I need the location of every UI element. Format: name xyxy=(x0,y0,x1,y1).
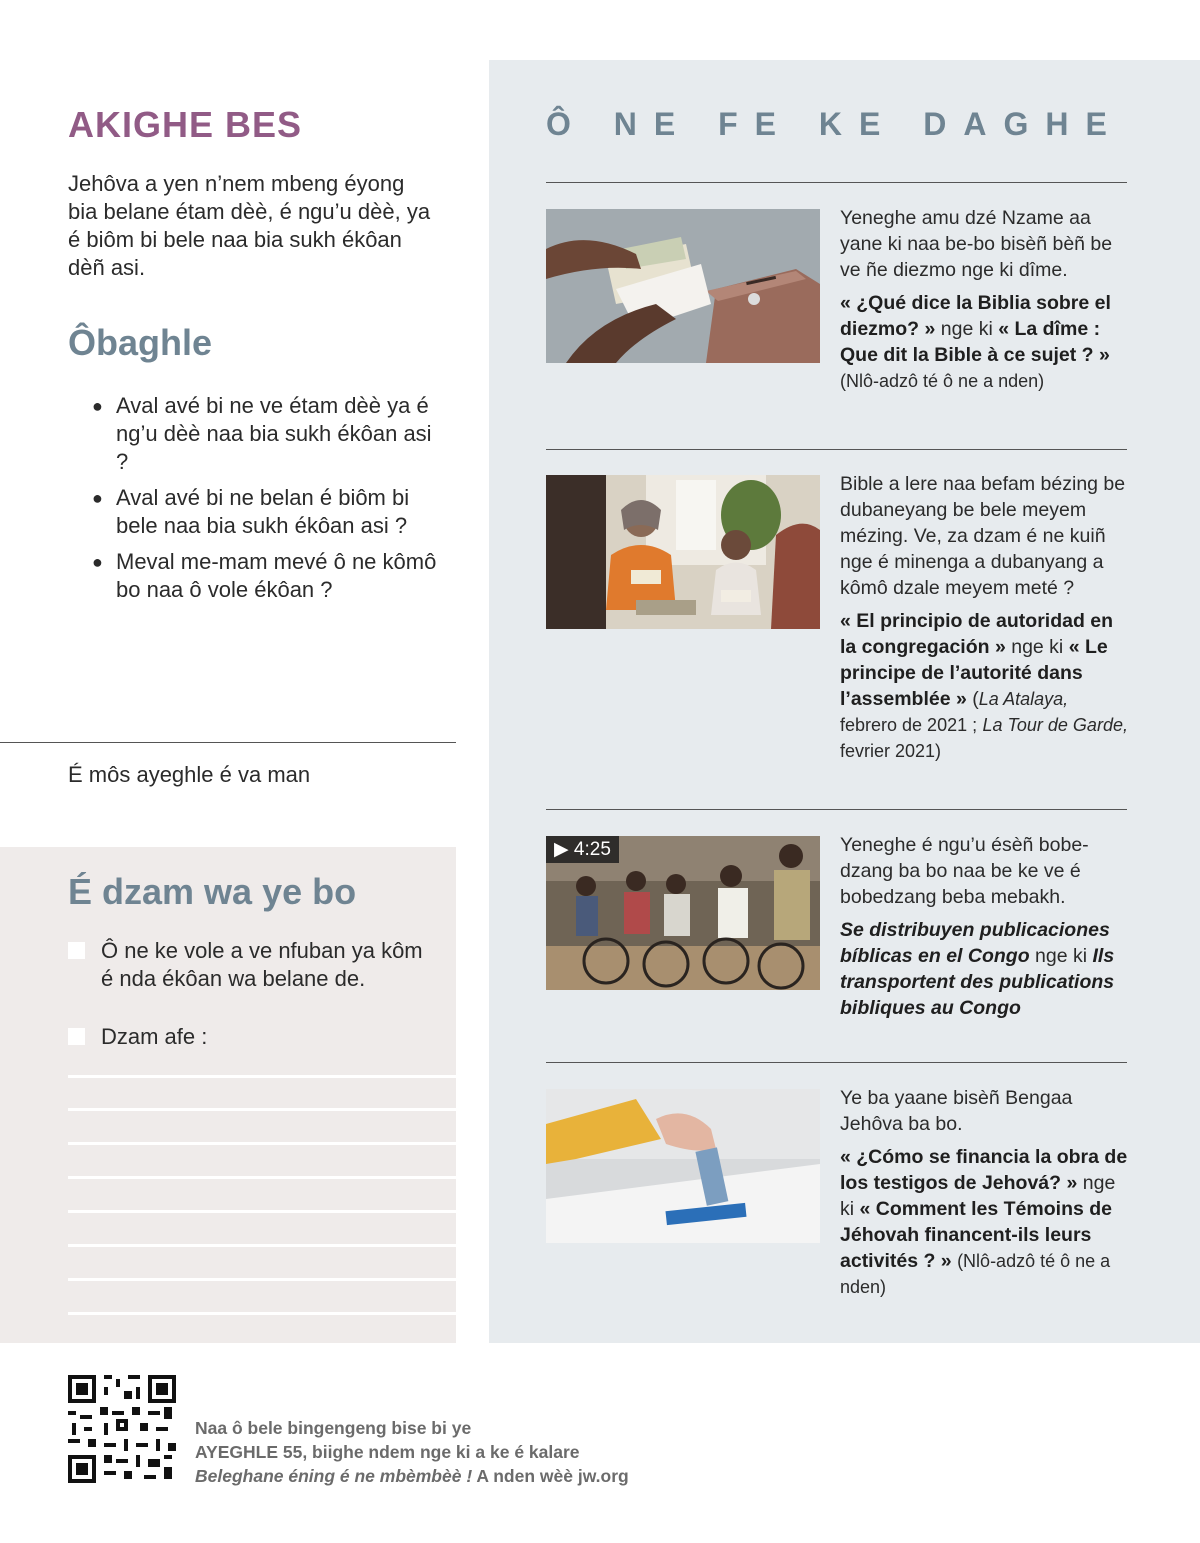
review-heading: Ôbaghle xyxy=(68,322,213,363)
writing-line[interactable] xyxy=(68,1244,456,1247)
footer-text xyxy=(195,1416,629,1488)
review-question-list xyxy=(92,392,442,612)
article-link[interactable]: « Comment les Témoins de Jéhovah financent-ils leurs activités ? » xyxy=(840,1198,1112,1272)
checkbox[interactable] xyxy=(68,942,85,959)
writing-line[interactable] xyxy=(68,1075,456,1078)
bible-study-image[interactable] xyxy=(546,475,820,629)
article-link[interactable]: « ¿Qué dice la Biblia sobre el diezmo? » xyxy=(840,292,1111,340)
bullet-icon: ● xyxy=(92,488,103,508)
writing-line[interactable] xyxy=(68,1176,456,1179)
divider xyxy=(0,742,456,743)
authority-text: Bible a lere naa befam bézing be dubaneyang be bele meyem mézing. Ve, za dzam é ne kuiñ nge é minenga a dubanyang a kômô dzale meyem meté ? « El principio de autoridad en la congregación » nge ki « Le principe de l’autorité dans l’assemblée » (La Atalaya, febrero de 2021 ; La Tour de Garde, fevrier 2021) xyxy=(840,473,1128,761)
writing-line[interactable] xyxy=(68,1108,456,1111)
divider xyxy=(546,182,1127,183)
article-link[interactable]: « El principio de autoridad en la congregación » xyxy=(840,610,1114,658)
summary-text: Jehôva a yen n’nem mbeng éyong bia belane étam dèè, é ngu’u dèè, ya é biôm bi bele naa bia sukh ékôan dèñ asi. xyxy=(68,171,431,280)
writing-line[interactable] xyxy=(68,1210,456,1213)
video-link[interactable]: Se distribuyen publicaciones bíblicas en el Congo xyxy=(840,919,1110,967)
action-heading: É dzam wa ye bo xyxy=(68,871,357,912)
footer-line: AYEGHLE 55, biighe ndem nge ki a ke é kalare xyxy=(195,1442,580,1462)
action-item-other[interactable] xyxy=(68,1023,431,1051)
divider xyxy=(546,1062,1127,1063)
video-duration-badge: ▶ 4:25 xyxy=(546,836,619,863)
action-item-label: Dzam afe : xyxy=(101,1024,208,1049)
donation-image[interactable] xyxy=(546,1089,820,1243)
article-link[interactable]: « La dîme : Que dit la Bible à ce sujet ? » xyxy=(840,318,1110,366)
action-box xyxy=(0,847,456,1343)
divider xyxy=(546,449,1127,450)
divider xyxy=(546,809,1127,810)
writing-line[interactable] xyxy=(68,1142,456,1145)
article-link[interactable]: « Le principe de l’autorité dans l’assemblée » xyxy=(840,636,1108,710)
congo-text: Yeneghe é ngu’u ésèñ bobe-dzang ba bo naa be ke ve é bobedzang beba mebakh. Se distribuyen publicaciones bíblicas en el Congo nge ki Ils transportent des publications bibliques au Congo xyxy=(840,834,1115,1019)
lesson-date-label: É môs ayeghle é va man xyxy=(68,762,311,787)
summary-heading: AKIGHE BES xyxy=(68,104,303,145)
writing-line[interactable] xyxy=(68,1312,456,1315)
play-icon: ▶ xyxy=(554,839,569,860)
review-question: ● Aval avé bi ne ve étam dèè ya é ng’u dèè naa bia sukh ékôan asi ? xyxy=(92,393,432,474)
financing-text: Ye ba yaane bisèñ Bengaa Jehôva ba bo. « ¿Cómo se financia la obra de los testigos de Jehová? » nge ki « Comment les Témoins de Jéhovah financent-ils leurs activités ? » (Nlô-adzô té ô ne a nden) xyxy=(840,1087,1128,1297)
explore-heading: Ô NE FE KE DAGHE xyxy=(546,106,1124,142)
checkbox[interactable] xyxy=(68,1028,85,1045)
explore-panel xyxy=(489,60,1200,1343)
footer-line: Beleghane éning é ne mbèmbèè ! A nden wèè jw.org xyxy=(195,1466,629,1486)
bullet-icon: ● xyxy=(92,396,103,416)
tithe-text: Yeneghe amu dzé Nzame aa yane ki naa be-bo bisèñ bèñ be ve ñe diezmo nge ki dîme. « ¿Qué dice la Biblia sobre el diezmo? » nge ki « La dîme : Que dit la Bible à ce sujet ? » (Nlô-adzô té ô ne a nden) xyxy=(840,207,1113,391)
video-link[interactable]: Ils transportent des publications bibliques au Congo xyxy=(840,945,1115,1019)
congo-video-thumbnail[interactable] xyxy=(546,836,820,990)
qr-code-icon[interactable] xyxy=(68,1375,176,1483)
action-item-label: Ô ne ke vole a ve nfuban ya kôm é nda ékôan wa belane de. xyxy=(101,938,423,991)
review-question: ● Meval me-mam mevé ô ne kômô bo naa ô vole ékôan ? xyxy=(92,549,437,602)
article-link[interactable]: « ¿Cómo se financia la obra de los testigos de Jehová? » xyxy=(840,1146,1128,1194)
footer-line: Naa ô bele bingengeng bise bi ye xyxy=(195,1418,472,1438)
website-link[interactable]: A nden wèè jw.org xyxy=(476,1466,629,1486)
tithe-image[interactable] xyxy=(546,209,820,363)
left-column xyxy=(0,0,456,1343)
review-question: ● Aval avé bi ne belan é biôm bi bele naa bia sukh ékôan asi ? xyxy=(92,485,410,538)
action-item[interactable] xyxy=(68,937,431,993)
writing-line[interactable] xyxy=(68,1278,456,1281)
bullet-icon: ● xyxy=(92,552,103,572)
